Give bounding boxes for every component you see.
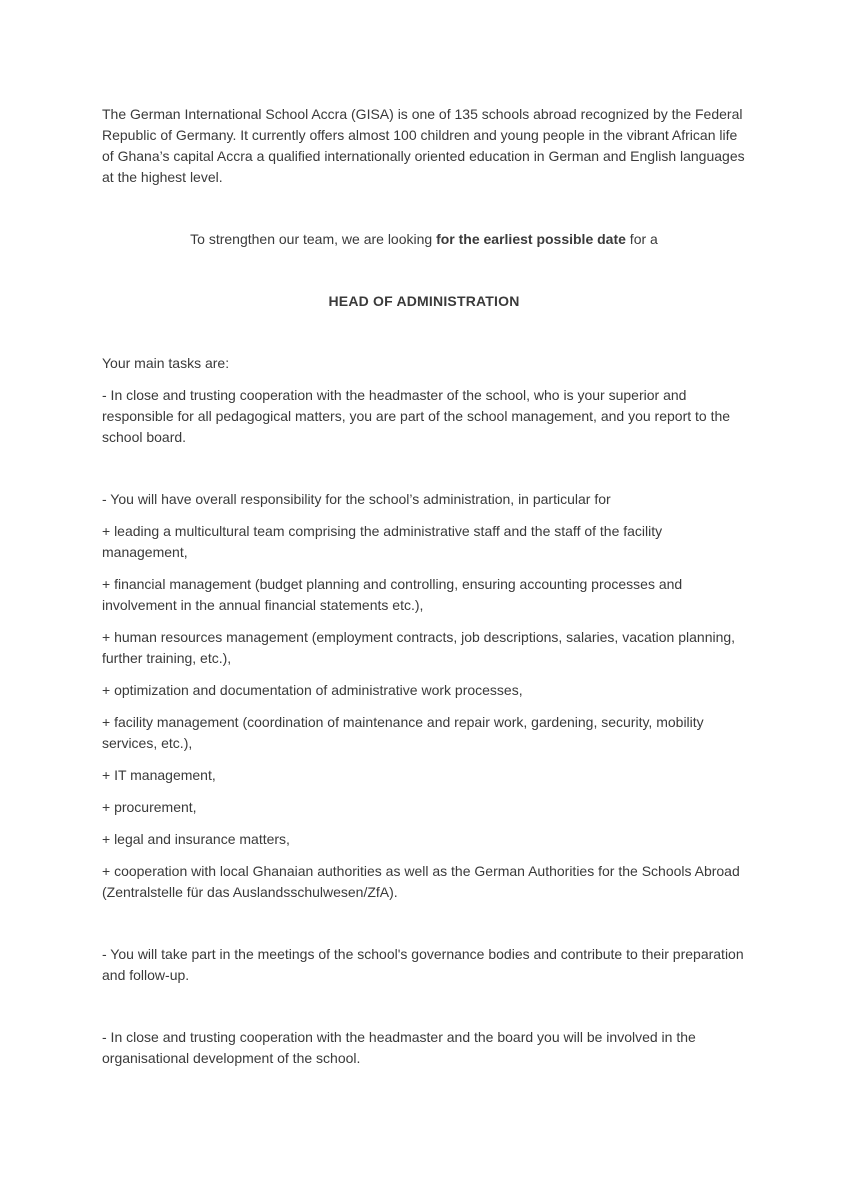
paragraph-task-organisational-development <box>102 1027 746 1069</box>
paragraph-subtask-authorities-cooperation <box>102 861 746 903</box>
paragraph-intro <box>102 104 746 188</box>
text-run: + leading a multicultural team comprising the administrative staff and the staff of the facility management, <box>102 523 663 560</box>
text-run: + cooperation with local Ghanaian authorities as well as the German Authorities for the Schools Abroad (Zentralstelle für das Auslandsschulwesen/ZfA). <box>102 863 740 900</box>
paragraph-recruiting-line <box>102 229 746 250</box>
text-run: HEAD OF ADMINISTRATION <box>328 293 520 309</box>
paragraph-subtask-procurement <box>102 797 746 818</box>
text-run: + optimization and documentation of administrative work processes, <box>102 682 523 698</box>
paragraph-task-governance-meetings <box>102 944 746 986</box>
text-run: + procurement, <box>102 799 197 815</box>
paragraph-job-title <box>102 291 746 312</box>
paragraph-subtask-human-resources <box>102 627 746 669</box>
paragraph-task-cooperation-headmaster <box>102 385 746 448</box>
paragraph-tasks-heading <box>102 353 746 374</box>
text-run: The German International School Accra (GISA) is one of 135 schools abroad recognized by the Federal Republic of Germany. It currently offers almost 100 children and young people in the vibrant African life of Ghana’s capital Accra a qualified internationally oriented education in German and English languages at the highest level. <box>102 106 745 185</box>
paragraph-subtask-legal-insurance <box>102 829 746 850</box>
paragraph-subtask-optimization <box>102 680 746 701</box>
text-run: - In close and trusting cooperation with the headmaster of the school, who is your superior and responsible for all pedagogical matters, you are part of the school management, and you report to the school board. <box>102 387 731 445</box>
paragraph-subtask-it-management <box>102 765 746 786</box>
paragraph-subtask-leading-team <box>102 521 746 563</box>
document-body <box>102 104 746 1080</box>
paragraph-subtask-facility-management <box>102 712 746 754</box>
text-run: Your main tasks are: <box>102 355 230 371</box>
text-run: - In close and trusting cooperation with the headmaster and the board you will be involved in the organisational development of the school. <box>102 1029 696 1066</box>
text-run: To strengthen our team, we are looking <box>190 231 437 247</box>
text-run: + facility management (coordination of maintenance and repair work, gardening, security, mobility services, etc.), <box>102 714 704 751</box>
bold-text-run: for the earliest possible date <box>436 231 626 247</box>
text-run: - You will have overall responsibility for the school’s administration, in particular for <box>102 491 611 507</box>
text-run: - You will take part in the meetings of the school's governance bodies and contribute to their preparation and follow-up. <box>102 946 744 983</box>
text-run: + legal and insurance matters, <box>102 831 290 847</box>
text-run: + IT management, <box>102 767 216 783</box>
text-run: for a <box>625 231 658 247</box>
paragraph-subtask-financial-management <box>102 574 746 616</box>
text-run: + human resources management (employment contracts, job descriptions, salaries, vacation planning, further training, etc.), <box>102 629 736 666</box>
paragraph-task-overall-responsibility <box>102 489 746 510</box>
text-run: + financial management (budget planning and controlling, ensuring accounting processes and involvement in the annual financial statements etc.), <box>102 576 683 613</box>
